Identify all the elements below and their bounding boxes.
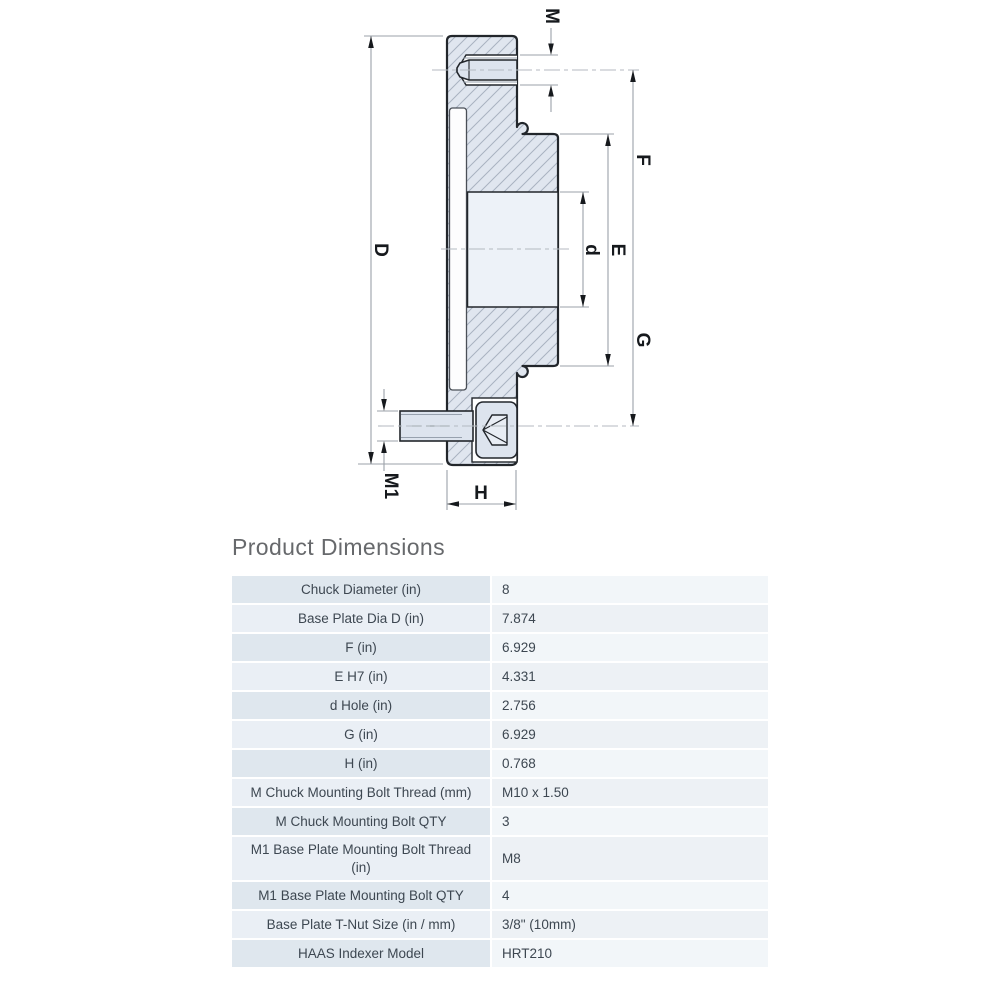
dimension-F-G	[630, 70, 653, 426]
table-row	[232, 634, 768, 661]
dimension-M1	[377, 389, 401, 500]
row-value: 2.756	[492, 692, 768, 719]
dim-label-H: H	[474, 483, 488, 504]
row-label: E H7 (in)	[232, 663, 490, 690]
row-label: M1 Base Plate Mounting Bolt QTY	[232, 882, 490, 909]
section-title: Product Dimensions	[232, 534, 446, 560]
row-label: G (in)	[232, 721, 490, 748]
table-row	[232, 779, 768, 806]
row-label: F (in)	[232, 634, 490, 661]
table-row	[232, 940, 768, 967]
dimension-H	[447, 470, 516, 510]
dimension-M	[520, 8, 562, 112]
row-value: 7.874	[492, 605, 768, 632]
row-label: H (in)	[232, 750, 490, 777]
table-row	[232, 911, 768, 938]
product-dimensions-section	[232, 534, 768, 969]
table-row	[232, 692, 768, 719]
table-row	[232, 882, 768, 909]
table-row	[232, 605, 768, 632]
row-label: M1 Base Plate Mounting Bolt Thread (in)	[232, 837, 490, 880]
row-label: M Chuck Mounting Bolt QTY	[232, 808, 490, 835]
dim-label-M: M	[541, 8, 562, 24]
row-value: 4.331	[492, 663, 768, 690]
dimensions-table	[232, 576, 768, 967]
table-row	[232, 750, 768, 777]
row-value: HRT210	[492, 940, 768, 967]
table-row	[232, 576, 768, 603]
dim-label-E: E	[607, 243, 628, 257]
row-label: Base Plate T-Nut Size (in / mm)	[232, 911, 490, 938]
table-row	[232, 721, 768, 748]
row-label: Base Plate Dia D (in)	[232, 605, 490, 632]
row-value: 3/8" (10mm)	[492, 911, 768, 938]
row-label: d Hole (in)	[232, 692, 490, 719]
table-row	[232, 808, 768, 835]
row-value: 0.768	[492, 750, 768, 777]
row-label: M Chuck Mounting Bolt Thread (mm)	[232, 779, 490, 806]
table-row	[232, 663, 768, 690]
row-label: Chuck Diameter (in)	[232, 576, 490, 603]
row-value: 4	[492, 882, 768, 909]
dim-label-d: d	[581, 244, 602, 256]
row-value: 8	[492, 576, 768, 603]
dim-label-D: D	[370, 243, 391, 257]
row-value: M10 x 1.50	[492, 779, 768, 806]
dim-label-G: G	[632, 332, 653, 348]
dimension-D	[358, 36, 443, 464]
row-value: 6.929	[492, 634, 768, 661]
dim-label-M1: M1	[380, 472, 401, 500]
row-value: 6.929	[492, 721, 768, 748]
row-value: M8	[492, 837, 768, 880]
row-value: 3	[492, 808, 768, 835]
row-label: HAAS Indexer Model	[232, 940, 490, 967]
table-row	[232, 837, 768, 880]
dim-label-F: F	[632, 154, 653, 166]
